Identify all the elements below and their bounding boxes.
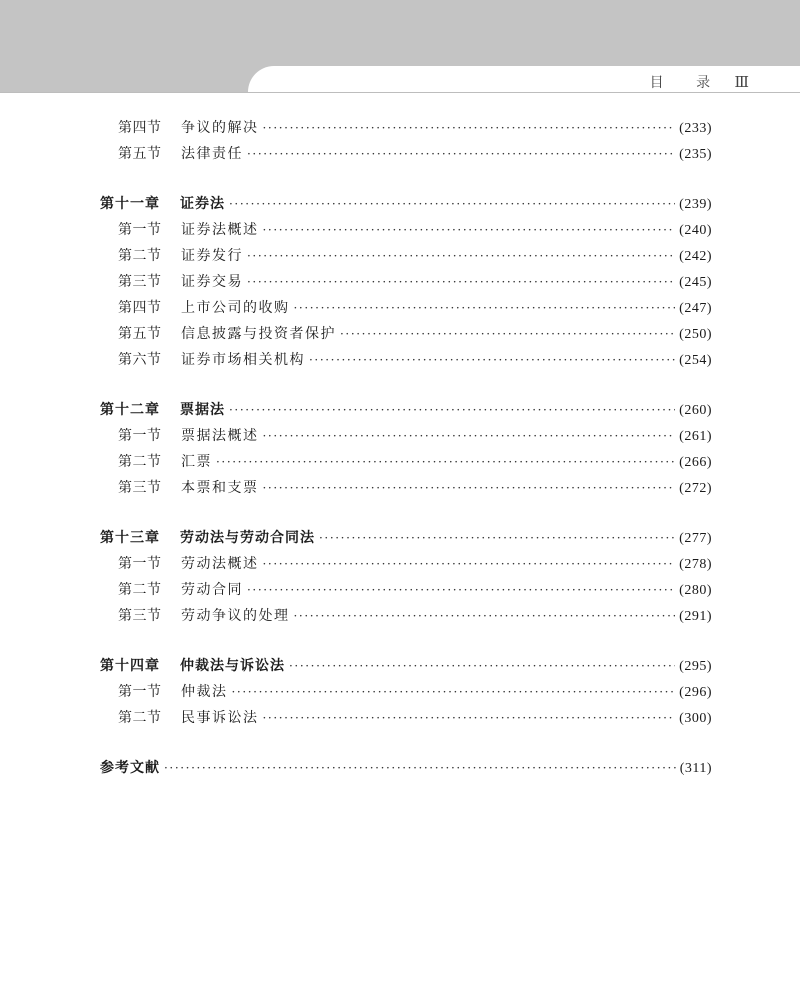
section-title: 证券法概述 xyxy=(181,222,259,238)
section-number: 第一节 xyxy=(118,556,162,572)
toc-section-line[interactable] xyxy=(100,603,712,629)
toc-section-line[interactable] xyxy=(100,141,712,167)
section-page: (261) xyxy=(679,429,712,444)
dot-leader xyxy=(232,679,676,705)
chapter-number: 第十一章 xyxy=(100,196,160,212)
section-number: 第四节 xyxy=(118,120,162,136)
section-number: 第四节 xyxy=(118,300,162,316)
section-page: (272) xyxy=(679,481,712,496)
section-title: 上市公司的收购 xyxy=(181,300,290,316)
chapter-number: 第十四章 xyxy=(100,658,160,674)
chapter-number: 第十三章 xyxy=(100,530,160,546)
section-page: (247) xyxy=(679,301,712,316)
section-page: (300) xyxy=(679,711,712,726)
section-page: (278) xyxy=(679,557,712,572)
section-page: (242) xyxy=(679,249,712,264)
toc-section-line[interactable] xyxy=(100,295,712,321)
dot-leader xyxy=(263,705,676,731)
running-head-title: 目 录 xyxy=(649,75,725,91)
dot-leader xyxy=(216,449,675,475)
toc-section-line[interactable] xyxy=(100,449,712,475)
toc-section-line[interactable] xyxy=(100,577,712,603)
toc-section-line[interactable] xyxy=(100,269,712,295)
section-title: 本票和支票 xyxy=(181,480,259,496)
section-number: 第五节 xyxy=(118,146,162,162)
section-page: (240) xyxy=(679,223,712,238)
section-page: (235) xyxy=(679,147,712,162)
section-page: (291) xyxy=(679,609,712,624)
section-title: 汇票 xyxy=(181,454,212,470)
section-number: 第三节 xyxy=(118,480,162,496)
section-title: 民事诉讼法 xyxy=(181,710,259,726)
section-number: 第一节 xyxy=(118,428,162,444)
section-title: 法律责任 xyxy=(181,146,243,162)
chapter-page: (295) xyxy=(679,659,712,674)
chapter-title: 劳动法与劳动合同法 xyxy=(180,530,315,546)
section-number: 第五节 xyxy=(118,326,162,342)
section-page: (250) xyxy=(679,327,712,342)
dot-leader xyxy=(229,191,675,217)
section-title: 证券市场相关机构 xyxy=(181,352,305,368)
section-page: (245) xyxy=(679,275,712,290)
section-page: (296) xyxy=(679,685,712,700)
chapter-page: (260) xyxy=(679,403,712,418)
header-rule xyxy=(0,92,800,93)
section-number: 第二节 xyxy=(118,582,162,598)
dot-leader xyxy=(294,295,676,321)
toc-section-line[interactable] xyxy=(100,321,712,347)
toc-chapter-line[interactable] xyxy=(100,397,712,423)
spacer xyxy=(100,629,712,653)
toc-section-line[interactable] xyxy=(100,347,712,373)
dot-leader xyxy=(263,115,676,141)
spacer xyxy=(100,501,712,525)
dot-leader xyxy=(289,653,675,679)
toc-section-line[interactable] xyxy=(100,679,712,705)
section-title: 票据法概述 xyxy=(181,428,259,444)
spacer xyxy=(100,167,712,191)
running-head-page-number: Ⅲ xyxy=(734,75,750,91)
toc-section-line[interactable] xyxy=(100,551,712,577)
spacer xyxy=(100,731,712,755)
toc-references-line[interactable] xyxy=(100,755,712,781)
chapter-title: 票据法 xyxy=(180,402,225,418)
dot-leader xyxy=(247,269,675,295)
section-number: 第三节 xyxy=(118,274,162,290)
dot-leader xyxy=(319,525,675,551)
toc-chapter-line[interactable] xyxy=(100,525,712,551)
section-number: 第一节 xyxy=(118,684,162,700)
section-number: 第二节 xyxy=(118,248,162,264)
dot-leader xyxy=(263,217,676,243)
references-page: (311) xyxy=(679,761,712,776)
dot-leader xyxy=(247,243,675,269)
section-title: 争议的解决 xyxy=(181,120,259,136)
dot-leader xyxy=(247,141,675,167)
section-page: (280) xyxy=(679,583,712,598)
dot-leader xyxy=(340,321,675,347)
chapter-title: 证券法 xyxy=(180,196,225,212)
dot-leader xyxy=(263,551,676,577)
toc-section-line[interactable] xyxy=(100,475,712,501)
chapter-page: (239) xyxy=(679,197,712,212)
toc-section-line[interactable] xyxy=(100,217,712,243)
section-number: 第二节 xyxy=(118,710,162,726)
section-title: 证券交易 xyxy=(181,274,243,290)
section-number: 第二节 xyxy=(118,454,162,470)
toc-section-line[interactable] xyxy=(100,705,712,731)
section-title: 信息披露与投资者保护 xyxy=(181,326,336,342)
section-title: 劳动合同 xyxy=(181,582,243,598)
section-page: (266) xyxy=(679,455,712,470)
dot-leader xyxy=(263,423,676,449)
dot-leader xyxy=(229,397,675,423)
section-number: 第一节 xyxy=(118,222,162,238)
section-title: 证券发行 xyxy=(181,248,243,264)
chapter-number: 第十二章 xyxy=(100,402,160,418)
toc-section-line[interactable] xyxy=(100,243,712,269)
chapter-page: (277) xyxy=(679,531,712,546)
toc-chapter-line[interactable] xyxy=(100,653,712,679)
toc-section-line[interactable] xyxy=(100,423,712,449)
table-of-contents xyxy=(100,115,712,781)
dot-leader xyxy=(294,603,676,629)
chapter-title: 仲裁法与诉讼法 xyxy=(180,658,285,674)
running-head xyxy=(650,72,750,92)
section-page: (233) xyxy=(679,121,712,136)
dot-leader xyxy=(164,755,676,781)
dot-leader xyxy=(309,347,675,373)
section-number: 第六节 xyxy=(118,352,162,368)
toc-chapter-line[interactable] xyxy=(100,191,712,217)
dot-leader xyxy=(247,577,675,603)
section-number: 第三节 xyxy=(118,608,162,624)
spacer xyxy=(100,373,712,397)
dot-leader xyxy=(263,475,676,501)
section-title: 仲裁法 xyxy=(181,684,228,700)
section-title: 劳动争议的处理 xyxy=(181,608,290,624)
references-title: 参考文献 xyxy=(100,760,160,776)
toc-section-line[interactable] xyxy=(100,115,712,141)
section-page: (254) xyxy=(679,353,712,368)
section-title: 劳动法概述 xyxy=(181,556,259,572)
